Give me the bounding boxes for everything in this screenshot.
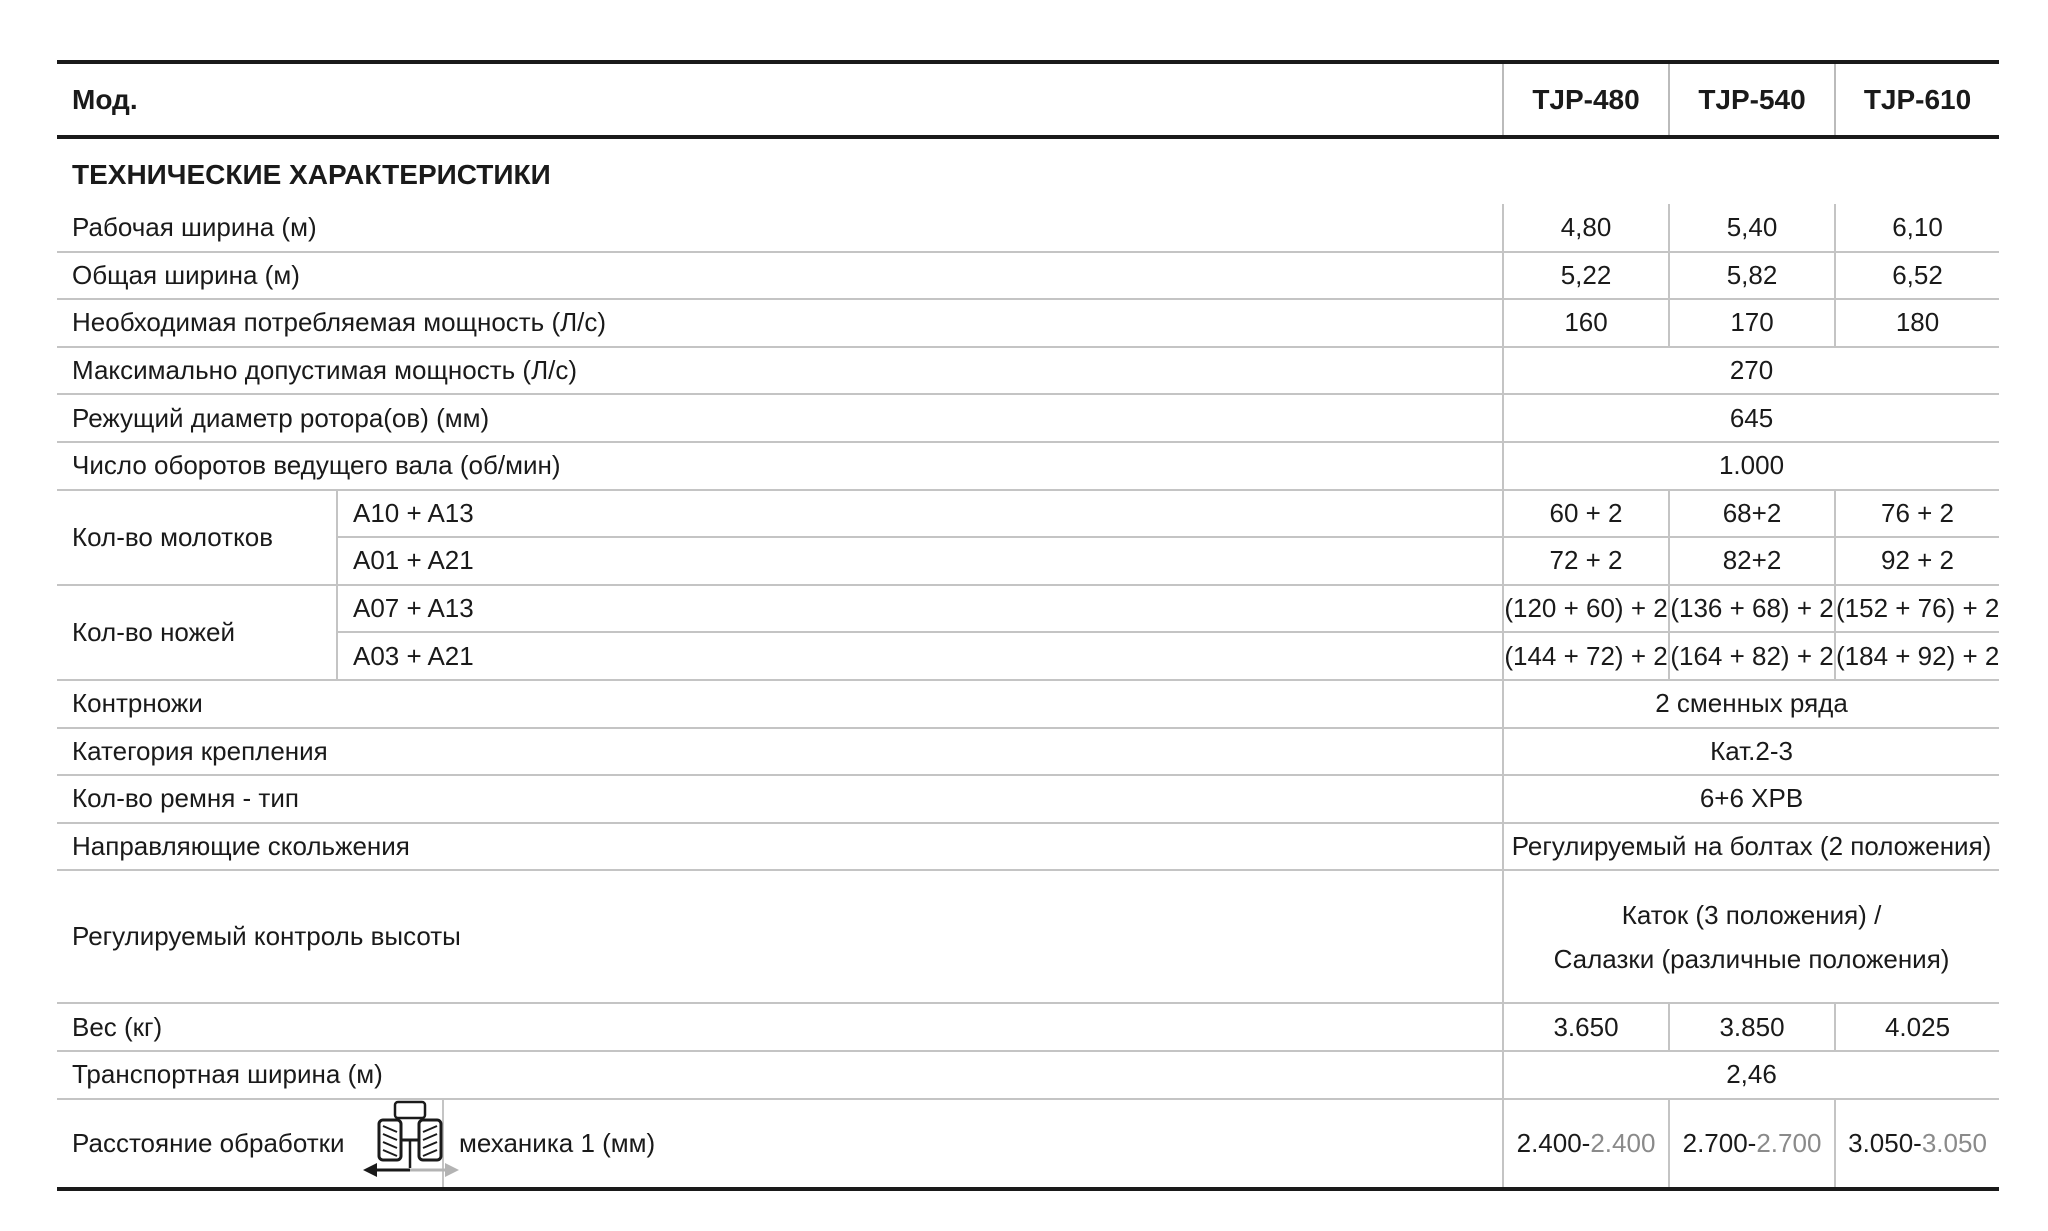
row-value: Регулируемый на болтах (2 положения) [1503, 823, 1999, 871]
offset-value-min: 2.400- [1516, 1127, 1591, 1158]
row-value: 92 + 2 [1835, 537, 1999, 585]
row-value: 76 + 2 [1835, 490, 1999, 538]
table-row [57, 585, 1999, 633]
table-row [57, 775, 1999, 823]
table-row [57, 537, 1999, 585]
offset-value-min: 3.050- [1848, 1127, 1922, 1158]
spec-table [57, 60, 1999, 1191]
row-value: 180 [1835, 299, 1999, 347]
table-row [57, 252, 1999, 300]
height-control-line-1: Каток (3 положения) / [1621, 899, 1882, 930]
offset-value-max: 2.400 [1590, 1127, 1656, 1158]
row-value: 68+2 [1669, 490, 1835, 538]
sub-label: A10 + A13 [337, 490, 1503, 538]
section-row [57, 137, 1999, 204]
table-row [57, 870, 1999, 1003]
table-row [57, 347, 1999, 395]
model-label: Мод. [72, 83, 138, 115]
row-value: 5,82 [1669, 252, 1835, 300]
model-tjp-480: TJP-480 [1503, 62, 1669, 137]
offset-value-min: 2.700- [1682, 1127, 1757, 1158]
row-value: 4.025 [1835, 1003, 1999, 1051]
row-value: 270 [1503, 347, 1999, 395]
row-value: (136 + 68) + 2 [1669, 585, 1835, 633]
row-value: 3.850 [1669, 1003, 1835, 1051]
table-row [57, 442, 1999, 490]
row-value: 3.650 [1503, 1003, 1669, 1051]
row-label: Категория крепления [57, 728, 1503, 776]
row-label: Число оборотов ведущего вала (об/мин) [57, 442, 1503, 490]
row-value: 82+2 [1669, 537, 1835, 585]
row-value: (184 + 92) + 2 [1835, 632, 1999, 680]
row-value: 170 [1669, 299, 1835, 347]
row-label: Необходимая потребляемая мощность (Л/с) [57, 299, 1503, 347]
row-value: 4,80 [1503, 204, 1669, 252]
model-tjp-610: TJP-610 [1835, 62, 1999, 137]
row-label: Кол-во ремня - тип [57, 775, 1503, 823]
model-tjp-540: TJP-540 [1669, 62, 1835, 137]
group-label-knives: Кол-во ножей [57, 585, 337, 680]
row-label: Транспортная ширина (м) [57, 1051, 1503, 1099]
row-value: Кат.2-3 [1503, 728, 1999, 776]
row-label: Вес (кг) [57, 1003, 1503, 1051]
table-row [57, 823, 1999, 871]
row-value: (120 + 60) + 2 [1503, 585, 1669, 633]
group-label-hammers: Кол-во молотков [57, 490, 337, 585]
table-row [57, 204, 1999, 252]
row-label: Режущий диаметр ротора(ов) (мм) [57, 394, 1503, 442]
row-value [1503, 1099, 1669, 1189]
height-control-line-2: Салазки (различные положения) [1553, 943, 1950, 974]
row-value: 5,22 [1503, 252, 1669, 300]
row-value: 60 + 2 [1503, 490, 1669, 538]
sub-label: A01 + A21 [337, 537, 1503, 585]
row-label: Регулируемый контроль высоты [57, 870, 1503, 1003]
offset-value-max: 2.700 [1756, 1127, 1822, 1158]
row-value: 5,40 [1669, 204, 1835, 252]
row-value: 6,52 [1835, 252, 1999, 300]
row-label: Общая ширина (м) [57, 252, 1503, 300]
offset-label-cell [57, 1099, 443, 1189]
row-value [1503, 870, 1999, 1003]
section-title: ТЕХНИЧЕСКИЕ ХАРАКТЕРИСТИКИ [72, 158, 551, 190]
row-value: 6,10 [1835, 204, 1999, 252]
sub-label: A03 + A21 [337, 632, 1503, 680]
header-row [57, 62, 1999, 137]
row-value: 6+6 XPB [1503, 775, 1999, 823]
offset-value-max: 3.050 [1921, 1127, 1987, 1158]
row-label: Максимально допустимая мощность (Л/с) [57, 347, 1503, 395]
row-label: Расстояние обработки [72, 1127, 345, 1158]
table-row [57, 1099, 1999, 1189]
row-value: 1.000 [1503, 442, 1999, 490]
sub-label: A07 + A13 [337, 585, 1503, 633]
tractor-offset-icon [363, 1100, 459, 1187]
row-label: Направляющие скольжения [57, 823, 1503, 871]
table-row [57, 1003, 1999, 1051]
row-value: 72 + 2 [1503, 537, 1669, 585]
row-value: (164 + 82) + 2 [1669, 632, 1835, 680]
sub-label: механика 1 (мм) [443, 1099, 1503, 1189]
row-value: (152 + 76) + 2 [1835, 585, 1999, 633]
table-row [57, 632, 1999, 680]
table-row [57, 1051, 1999, 1099]
row-value [1669, 1099, 1835, 1189]
row-label: Контрножи [57, 680, 1503, 728]
table-row [57, 394, 1999, 442]
row-value: 160 [1503, 299, 1669, 347]
row-label: Рабочая ширина (м) [72, 211, 317, 242]
row-value [1835, 1099, 1999, 1189]
row-value: 2 сменных ряда [1503, 680, 1999, 728]
row-value: 645 [1503, 394, 1999, 442]
table-row [57, 490, 1999, 538]
row-value: (144 + 72) + 2 [1503, 632, 1669, 680]
table-row [57, 680, 1999, 728]
table-row [57, 299, 1999, 347]
table-row [57, 728, 1999, 776]
row-value: 2,46 [1503, 1051, 1999, 1099]
